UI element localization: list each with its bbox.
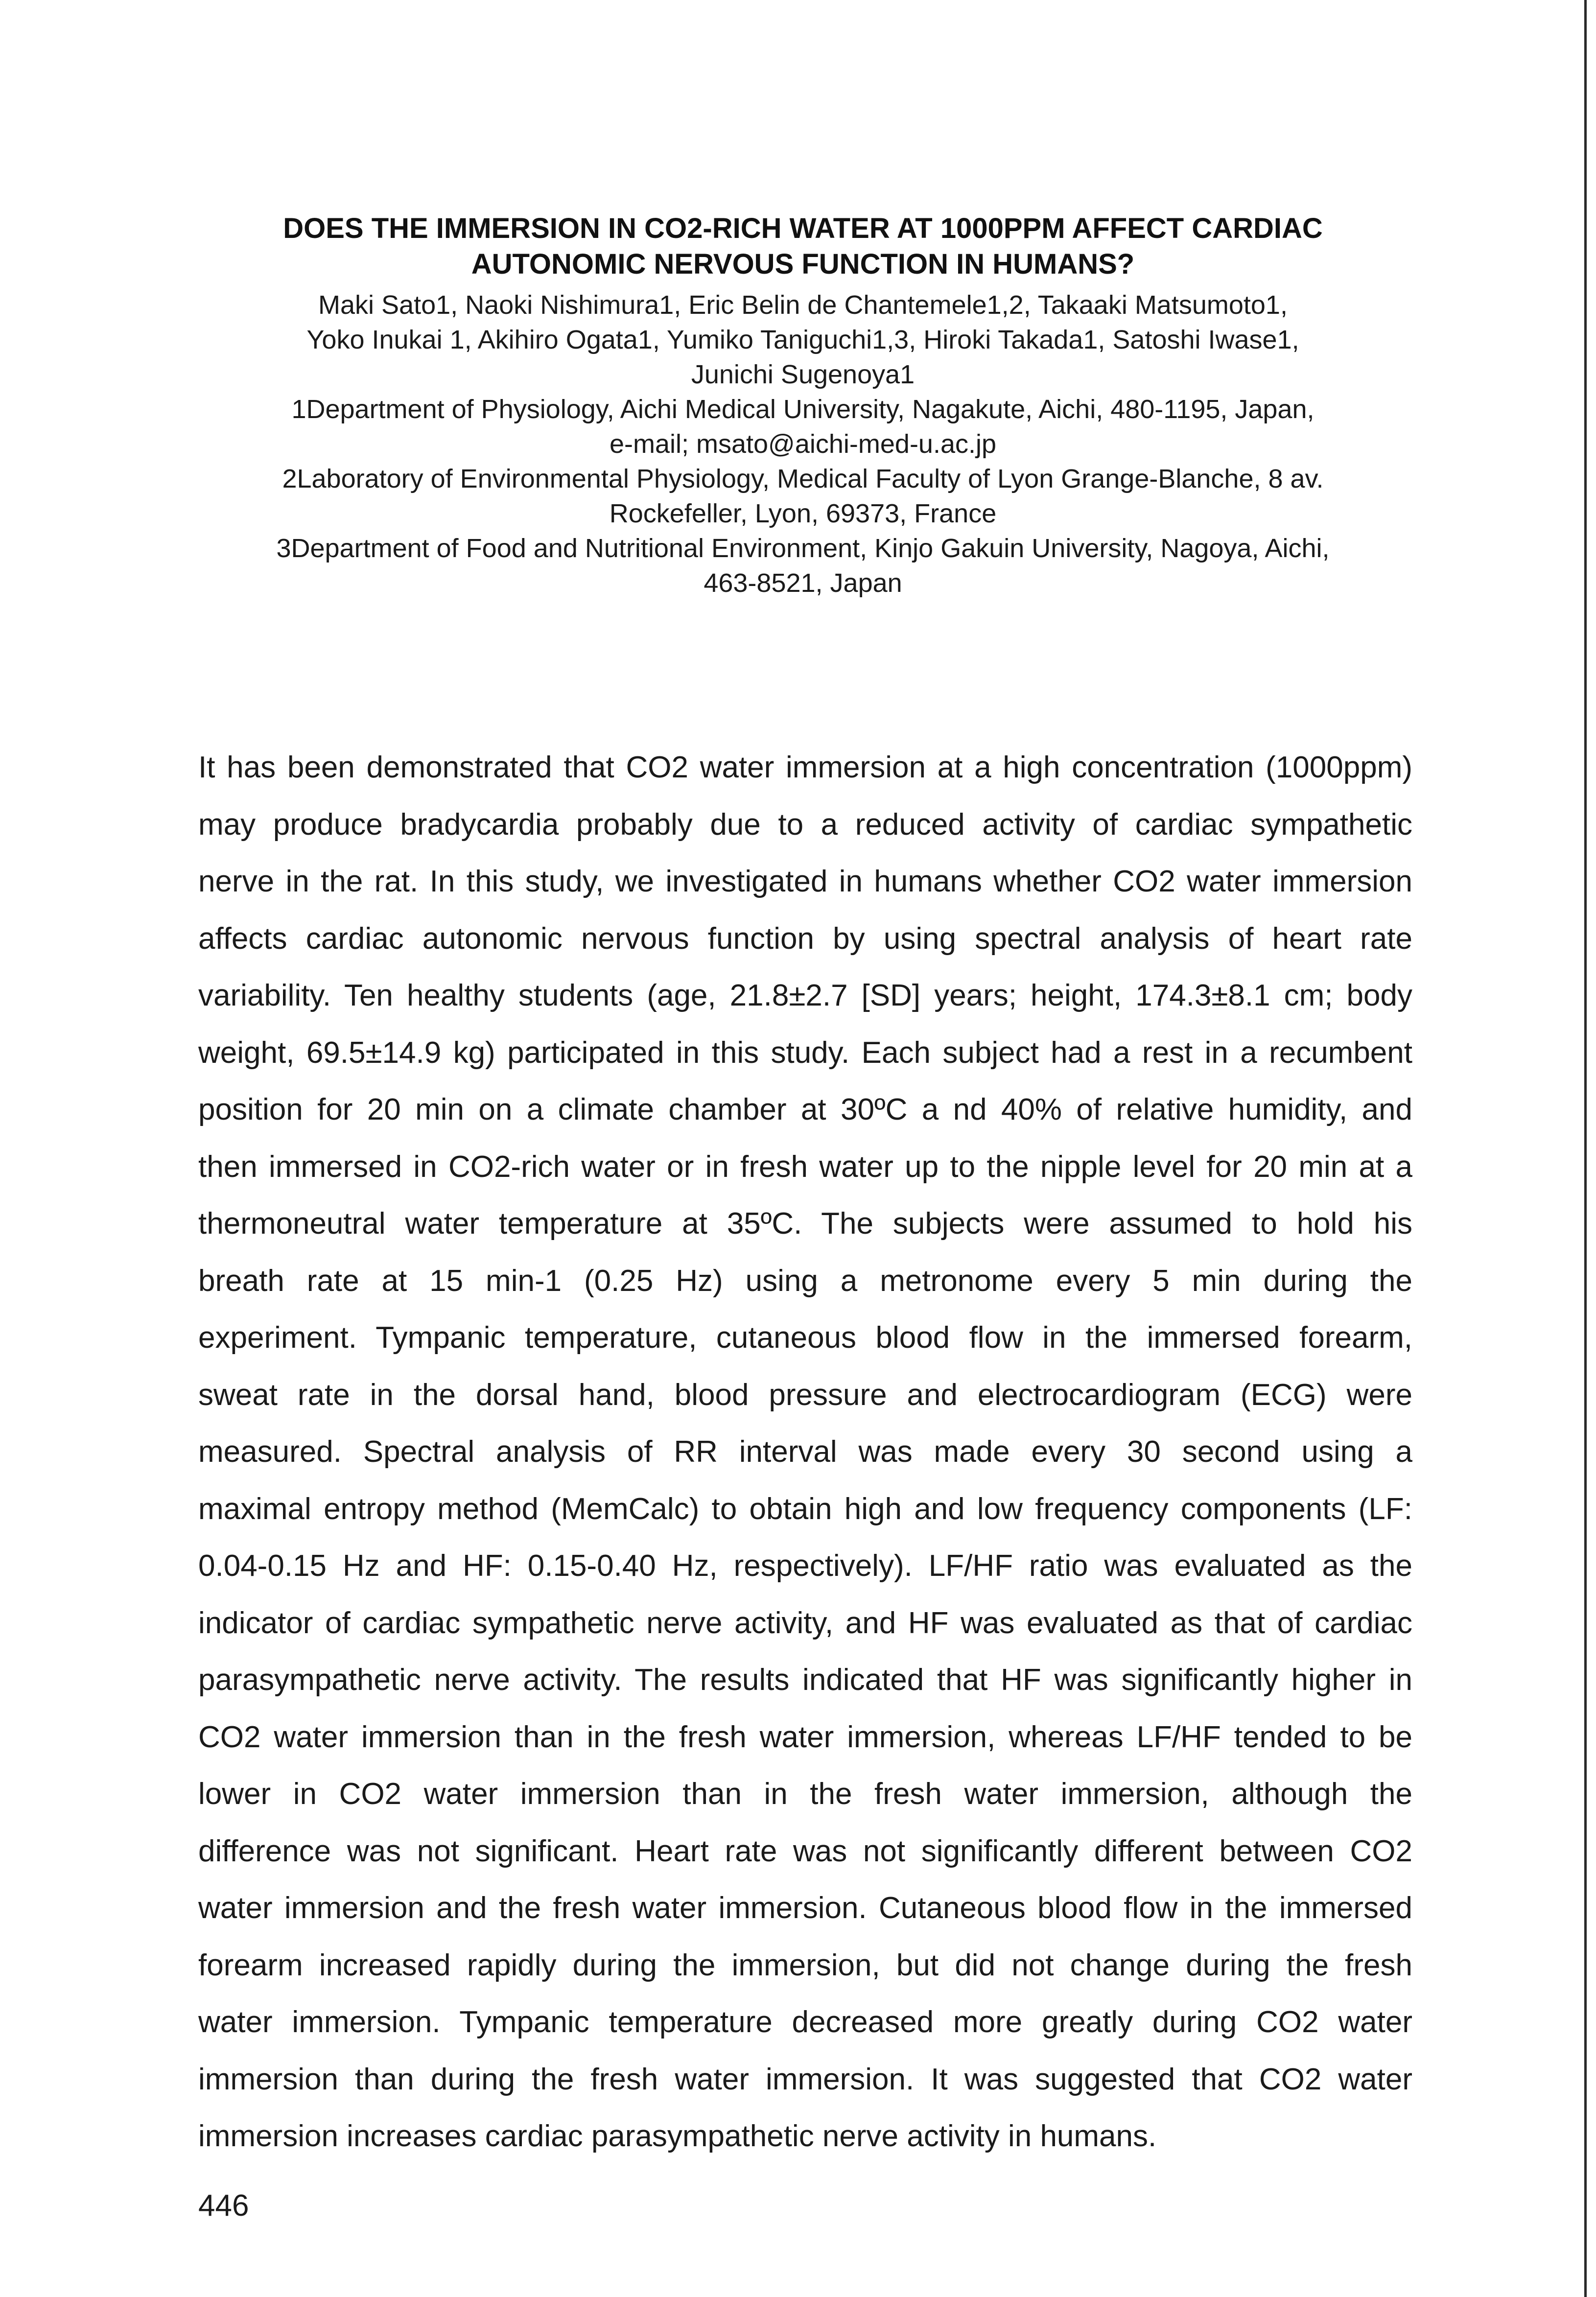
affiliation-line: 1Department of Physiology, Aichi Medical University, Nagakute, Aichi, 480-1195, Japan, [291, 395, 1314, 424]
affiliation-email-line: e-mail; msato@aichi-med-u.ac.jp [609, 429, 997, 459]
abstract-line: It has been demonstrated that CO2 water immersion at a high concentration (1000ppm) [198, 750, 1412, 784]
abstract-line: affects cardiac autonomic nervous function by using spectral analysis of heart rate [198, 921, 1412, 956]
abstract-line: parasympathetic nerve activity. The results indicated that HF was significantly higher in [198, 1663, 1412, 1697]
article-header [191, 211, 1415, 601]
abstract-line: weight, 69.5±14.9 kg) participated in this study. Each subject had a rest in a recumbent [198, 1035, 1412, 1070]
affiliation-line: 3Department of Food and Nutritional Environment, Kinjo Gakuin University, Nagoya, Aichi, [276, 534, 1330, 563]
abstract-line: immersion increases cardiac parasympathetic nerve activity in humans. [198, 2119, 1157, 2153]
title-line: DOES THE IMMERSION IN CO2-RICH WATER AT 1000PPM AFFECT CARDIAC [283, 212, 1323, 244]
abstract-line: forearm increased rapidly during the immersion, but did not change during the fresh [198, 1948, 1412, 1982]
abstract-body [198, 739, 1412, 2165]
affiliation-2 [191, 462, 1415, 531]
author-line: Yoko Inukai 1, Akihiro Ogata1, Yumiko Taniguchi1,3, Hiroki Takada1, Satoshi Iwase1, [306, 325, 1299, 354]
abstract-line: indicator of cardiac sympathetic nerve activity, and HF was evaluated as that of cardiac [198, 1606, 1412, 1640]
abstract-line: maximal entropy method (MemCalc) to obtain high and low frequency components (LF: [198, 1492, 1412, 1526]
abstract-line: CO2 water immersion than in the fresh water immersion, whereas LF/HF tended to be [198, 1720, 1412, 1754]
abstract-line: water immersion. Tympanic temperature decreased more greatly during CO2 water [198, 2005, 1412, 2039]
affiliation-line: Rockefeller, Lyon, 69373, France [609, 499, 997, 528]
abstract-line: measured. Spectral analysis of RR interval was made every 30 second using a [198, 1435, 1412, 1469]
abstract-line: position for 20 min on a climate chamber at 30ºC a nd 40% of relative humidity, and [198, 1093, 1412, 1126]
affiliation-1 [191, 392, 1415, 462]
abstract-line: difference was not significant. Heart rate was not significantly different between CO2 [198, 1834, 1412, 1868]
abstract-line: immersion than during the fresh water immersion. It was suggested that CO2 water [198, 2062, 1412, 2096]
page-number: 446 [198, 2189, 249, 2223]
title-line: AUTONOMIC NERVOUS FUNCTION IN HUMANS? [471, 248, 1135, 280]
abstract-line: experiment. Tympanic temperature, cutaneous blood flow in the immersed forearm, [198, 1321, 1412, 1355]
abstract-line: breath rate at 15 min-1 (0.25 Hz) using a metronome every 5 min during the [198, 1264, 1412, 1298]
scan-edge-line [1584, 0, 1587, 2297]
author-line: Maki Sato1, Naoki Nishimura1, Eric Belin de Chantemele1,2, Takaaki Matsumoto1, [318, 290, 1288, 320]
abstract-line: thermoneutral water temperature at 35ºC. The subjects were assumed to hold his [198, 1207, 1412, 1241]
affiliation-line: 2Laboratory of Environmental Physiology, Medical Faculty of Lyon Grange-Blanche, 8 av. [282, 464, 1324, 493]
abstract-line: may produce bradycardia probably due to a reduced activity of cardiac sympathetic [198, 807, 1412, 842]
abstract-line: sweat rate in the dorsal hand, blood pressure and electrocardiogram (ECG) were [198, 1378, 1412, 1412]
affiliation-line: 463-8521, Japan [704, 568, 902, 598]
author-list [191, 288, 1415, 392]
abstract-line: then immersed in CO2-rich water or in fresh water up to the nipple level for 20 min at a [198, 1149, 1412, 1184]
abstract-line: lower in CO2 water immersion than in the fresh water immersion, although the [198, 1777, 1412, 1811]
affiliation-3 [191, 531, 1415, 601]
abstract-line: 0.04-0.15 Hz and HF: 0.15-0.40 Hz, respectively). LF/HF ratio was evaluated as the [198, 1549, 1412, 1583]
abstract-line: nerve in the rat. In this study, we investigated in humans whether CO2 water immersion [198, 865, 1412, 898]
paper-title [191, 211, 1415, 282]
abstract-line: water immersion and the fresh water immersion. Cutaneous blood flow in the immersed [198, 1891, 1412, 1925]
abstract-line: variability. Ten healthy students (age, 21.8±2.7 [SD] years; height, 174.3±8.1 cm; body [198, 979, 1412, 1012]
author-line: Junichi Sugenoya1 [691, 360, 915, 389]
